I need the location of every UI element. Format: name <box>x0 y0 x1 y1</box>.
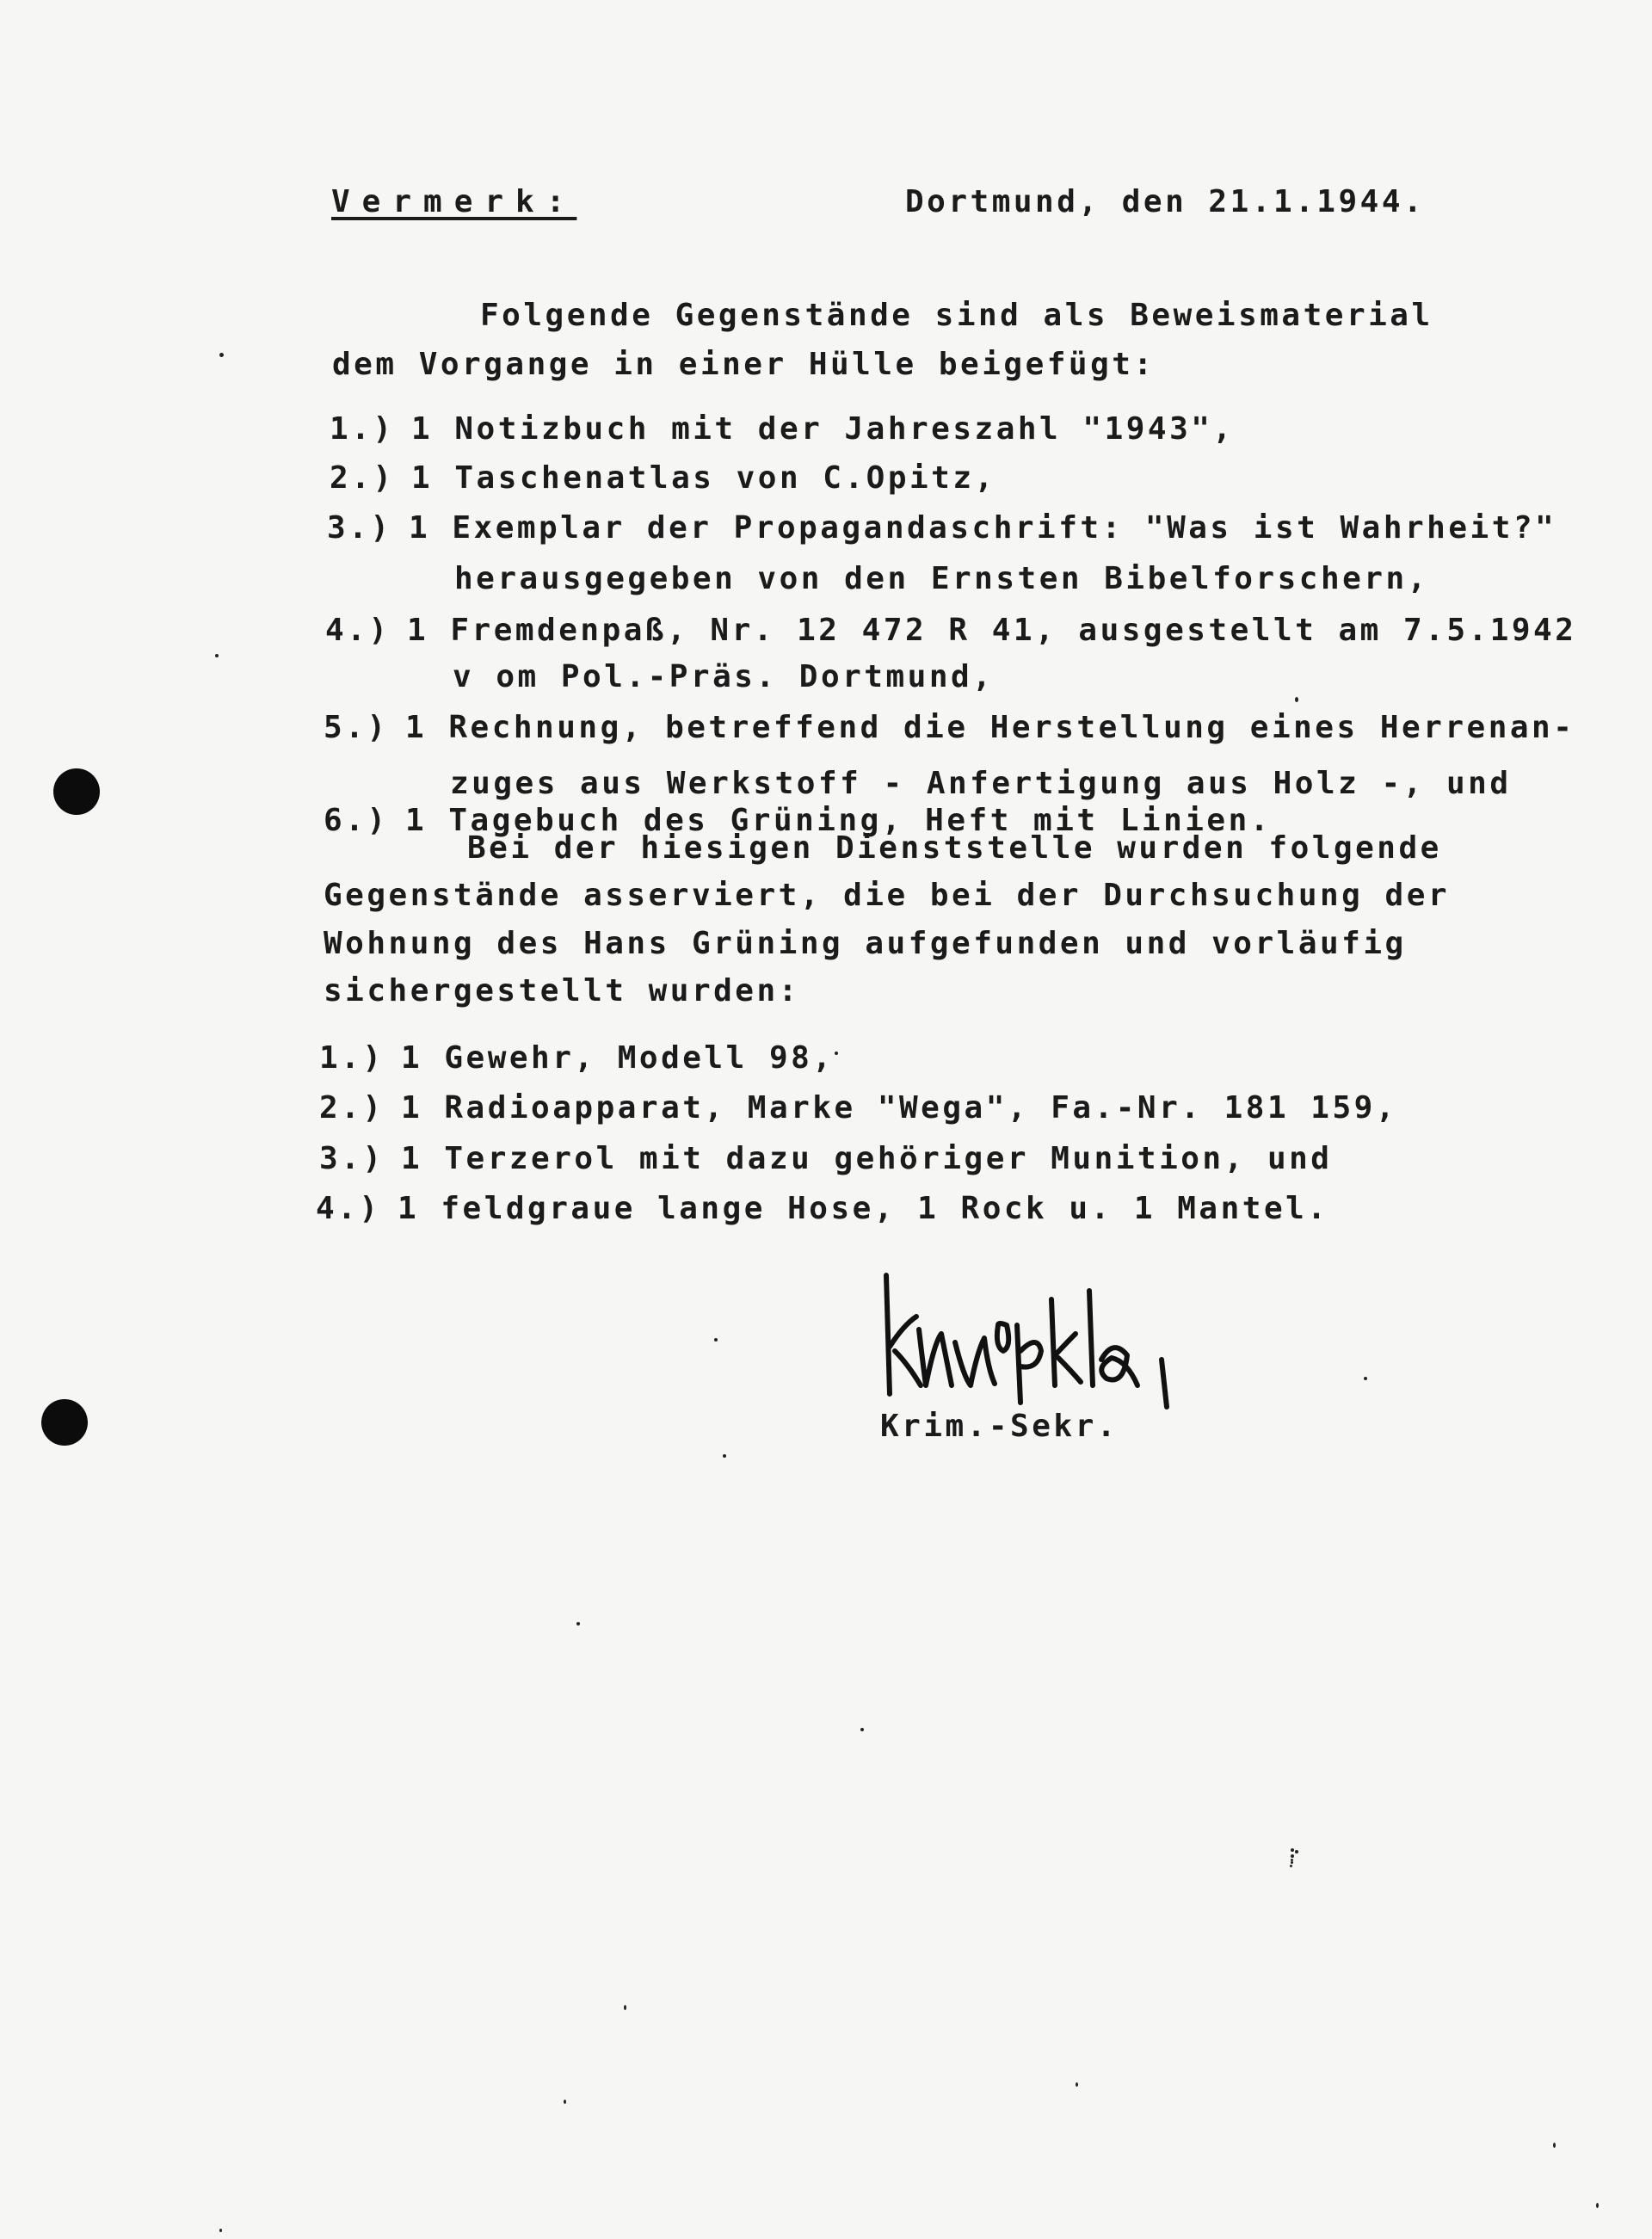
list2-item-1-text: 1 Gewehr, Modell 98, <box>401 1040 835 1076</box>
intro-line-1: Folgende Gegenstände sind als Beweismaterial <box>480 298 1433 333</box>
paper-speck <box>1291 1861 1293 1864</box>
list2-item-1-num: 1.) <box>319 1040 385 1076</box>
list1-item-2-text: 1 Taschenatlas von C.Opitz, <box>411 460 996 496</box>
paper-speck <box>1291 1854 1294 1858</box>
list2-item-4-text: 1 feldgraue lange Hose, 1 Rock u. 1 Mantel. <box>398 1191 1329 1226</box>
paper-speck <box>1291 1848 1294 1852</box>
paper-speck <box>1290 1865 1292 1867</box>
list1-item-5-text: 1 Rechnung, betreffend die Herstellung eines Herrenan- <box>405 710 1575 745</box>
list1-item-5-num: 5.) <box>324 710 389 745</box>
paragraph2-line-1: Bei der hiesigen Dienststelle wurden folgende <box>467 830 1442 866</box>
list1-item-3-num: 3.) <box>327 510 392 546</box>
handwritten-signature <box>869 1265 1187 1411</box>
paper-speck <box>219 353 224 357</box>
paper-speck <box>1076 2082 1078 2087</box>
list2-item-4-num: 4.) <box>316 1191 381 1226</box>
list1-item-1-text: 1 Notizbuch mit der Jahreszahl "1943", <box>411 411 1235 447</box>
paper-speck <box>1295 697 1298 702</box>
paper-speck <box>723 1454 726 1458</box>
paragraph2-line-2: Gegenstände asserviert, die bei der Durchsuchung der <box>324 878 1451 913</box>
list1-item-6-num: 6.) <box>324 803 389 838</box>
paper-speck <box>219 2229 222 2232</box>
list2-item-2-text: 1 Radioapparat, Marke "Wega", Fa.-Nr. 181 159, <box>401 1090 1397 1126</box>
list2-item-2-num: 2.) <box>319 1090 385 1126</box>
list1-item-4-cont: v om Pol.-Präs. Dortmund, <box>453 659 995 694</box>
paper-speck <box>215 654 219 657</box>
intro-line-2: dem Vorgange in einer Hülle beigefügt: <box>332 347 1156 382</box>
paper-speck <box>1364 1377 1367 1380</box>
paper-speck <box>1596 2203 1599 2208</box>
paper-speck <box>564 2100 566 2104</box>
paper-speck <box>576 1622 580 1625</box>
punch-hole-bottom <box>41 1399 88 1446</box>
list1-item-6-text: 1 Tagebuch des Grüning, Heft mit Linien. <box>405 803 1272 838</box>
paper-speck <box>1553 2143 1556 2148</box>
list1-item-3-cont: herausgegeben von den Ernsten Bibelforschern, <box>454 561 1429 596</box>
paper-speck <box>835 1052 838 1055</box>
paragraph2-line-3: Wohnung des Hans Grüning aufgefunden und vorläufig <box>324 926 1407 961</box>
list1-item-1-num: 1.) <box>330 411 395 447</box>
list1-item-2-num: 2.) <box>330 460 395 496</box>
punch-hole-top <box>53 768 100 815</box>
paper-speck <box>1295 1850 1298 1853</box>
paper-speck <box>714 1338 718 1342</box>
list1-item-4-num: 4.) <box>325 613 391 648</box>
signature-title: Krim.-Sekr. <box>880 1409 1119 1444</box>
list2-item-3-text: 1 Terzerol mit dazu gehöriger Munition, und <box>401 1141 1333 1176</box>
paper-speck <box>624 2005 626 2010</box>
list1-item-3-text: 1 Exemplar der Propagandaschrift: "Was ist Wahrheit?" <box>409 510 1557 546</box>
place-date: Dortmund, den 21.1.1944. <box>905 184 1426 219</box>
paragraph2-line-4: sichergestellt wurden: <box>324 973 800 1008</box>
list2-item-3-num: 3.) <box>319 1141 385 1176</box>
list1-item-4-text: 1 Fremdenpaß, Nr. 12 472 R 41, ausgestellt am 7.5.1942 <box>407 613 1577 648</box>
list1-item-5-cont: zuges aus Werkstoff - Anfertigung aus Holz -, und <box>450 766 1512 801</box>
document-title: Vermerk: <box>331 184 577 219</box>
paper-speck <box>860 1728 864 1731</box>
